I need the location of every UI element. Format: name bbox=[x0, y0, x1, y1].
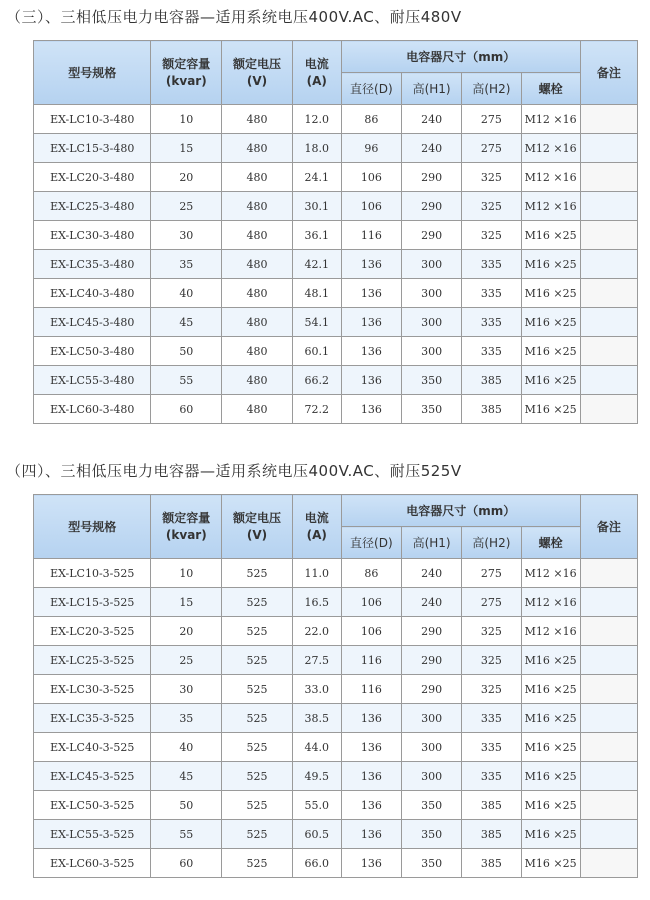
header-voltage-unit: (V) bbox=[246, 527, 268, 542]
cell-current: 55.0 bbox=[292, 791, 341, 820]
cell-bolt: M12 ×16 bbox=[521, 588, 580, 617]
cell-voltage: 480 bbox=[222, 134, 293, 163]
cell-h2: 325 bbox=[462, 163, 521, 192]
cell-model: EX-LC25-3-480 bbox=[34, 192, 151, 221]
section-title-480v: （三）、三相低压电力电容器—适用系统电压400V.AC、耐压480V bbox=[6, 8, 462, 26]
cell-h2: 335 bbox=[462, 308, 521, 337]
cell-bolt: M16 ×25 bbox=[521, 820, 580, 849]
cell-model: EX-LC40-3-525 bbox=[34, 733, 151, 762]
table-row bbox=[34, 163, 638, 192]
header-current-label: 电流 bbox=[304, 510, 329, 525]
cell-h1: 240 bbox=[401, 134, 461, 163]
cell-h2: 325 bbox=[462, 646, 521, 675]
cell-h1: 240 bbox=[401, 105, 461, 134]
cell-h1: 300 bbox=[401, 733, 461, 762]
cell-diameter: 86 bbox=[341, 559, 401, 588]
cell-capacity: 55 bbox=[151, 820, 222, 849]
header-model: 型号规格 bbox=[34, 41, 151, 105]
cell-h2: 385 bbox=[462, 791, 521, 820]
header-current-label: 电流 bbox=[304, 56, 329, 71]
cell-capacity: 20 bbox=[151, 617, 222, 646]
cell-h1: 300 bbox=[401, 250, 461, 279]
cell-voltage: 480 bbox=[222, 279, 293, 308]
cell-model: EX-LC15-3-480 bbox=[34, 134, 151, 163]
cell-bolt: M12 ×16 bbox=[521, 134, 580, 163]
header-capacity bbox=[151, 41, 222, 105]
cell-h2: 335 bbox=[462, 704, 521, 733]
cell-voltage: 480 bbox=[222, 395, 293, 424]
header-voltage bbox=[222, 41, 293, 105]
cell-capacity: 30 bbox=[151, 221, 222, 250]
cell-model: EX-LC10-3-480 bbox=[34, 105, 151, 134]
cell-note bbox=[580, 279, 637, 308]
cell-h2: 275 bbox=[462, 559, 521, 588]
cell-bolt: M12 ×16 bbox=[521, 617, 580, 646]
header-capacity-unit: (kvar) bbox=[165, 73, 207, 88]
cell-note bbox=[580, 134, 637, 163]
cell-h1: 350 bbox=[401, 820, 461, 849]
table-row bbox=[34, 250, 638, 279]
cell-capacity: 40 bbox=[151, 279, 222, 308]
cell-note bbox=[580, 646, 637, 675]
table-row bbox=[34, 279, 638, 308]
cell-diameter: 136 bbox=[341, 791, 401, 820]
cell-capacity: 35 bbox=[151, 704, 222, 733]
table-row bbox=[34, 646, 638, 675]
cell-model: EX-LC20-3-525 bbox=[34, 617, 151, 646]
cell-capacity: 55 bbox=[151, 366, 222, 395]
cell-capacity: 15 bbox=[151, 134, 222, 163]
header-capacity-unit: (kvar) bbox=[165, 527, 207, 542]
cell-diameter: 136 bbox=[341, 849, 401, 878]
cell-capacity: 60 bbox=[151, 849, 222, 878]
cell-voltage: 480 bbox=[222, 250, 293, 279]
cell-voltage: 480 bbox=[222, 221, 293, 250]
cell-diameter: 106 bbox=[341, 588, 401, 617]
cell-note bbox=[580, 559, 637, 588]
cell-bolt: M12 ×16 bbox=[521, 163, 580, 192]
cell-current: 24.1 bbox=[292, 163, 341, 192]
header-h1: 高(H1) bbox=[401, 527, 461, 559]
table-row bbox=[34, 395, 638, 424]
cell-diameter: 136 bbox=[341, 820, 401, 849]
header-current bbox=[292, 41, 341, 105]
cell-current: 33.0 bbox=[292, 675, 341, 704]
header-capacity-label: 额定容量 bbox=[162, 56, 211, 71]
cell-h2: 335 bbox=[462, 762, 521, 791]
cell-h2: 335 bbox=[462, 337, 521, 366]
cell-capacity: 25 bbox=[151, 192, 222, 221]
cell-h2: 335 bbox=[462, 250, 521, 279]
cell-diameter: 136 bbox=[341, 395, 401, 424]
cell-voltage: 480 bbox=[222, 308, 293, 337]
cell-h1: 290 bbox=[401, 192, 461, 221]
cell-voltage: 525 bbox=[222, 762, 293, 791]
cell-h2: 385 bbox=[462, 849, 521, 878]
cell-model: EX-LC30-3-480 bbox=[34, 221, 151, 250]
cell-model: EX-LC45-3-480 bbox=[34, 308, 151, 337]
cell-capacity: 40 bbox=[151, 733, 222, 762]
cell-h2: 325 bbox=[462, 675, 521, 704]
table-row bbox=[34, 192, 638, 221]
table-row bbox=[34, 105, 638, 134]
cell-capacity: 60 bbox=[151, 395, 222, 424]
cell-h2: 335 bbox=[462, 733, 521, 762]
cell-bolt: M12 ×16 bbox=[521, 559, 580, 588]
cell-current: 30.1 bbox=[292, 192, 341, 221]
cell-capacity: 50 bbox=[151, 791, 222, 820]
cell-model: EX-LC50-3-525 bbox=[34, 791, 151, 820]
cell-capacity: 30 bbox=[151, 675, 222, 704]
header-capacity-label: 额定容量 bbox=[162, 510, 211, 525]
cell-diameter: 106 bbox=[341, 163, 401, 192]
cell-h2: 275 bbox=[462, 105, 521, 134]
cell-h1: 290 bbox=[401, 617, 461, 646]
header-dimensions: 电容器尺寸（mm） bbox=[341, 41, 580, 73]
table-row bbox=[34, 675, 638, 704]
cell-h1: 290 bbox=[401, 163, 461, 192]
cell-capacity: 45 bbox=[151, 308, 222, 337]
cell-bolt: M16 ×25 bbox=[521, 308, 580, 337]
cell-bolt: M16 ×25 bbox=[521, 646, 580, 675]
cell-current: 66.0 bbox=[292, 849, 341, 878]
table-row bbox=[34, 134, 638, 163]
cell-bolt: M16 ×25 bbox=[521, 279, 580, 308]
cell-voltage: 480 bbox=[222, 366, 293, 395]
cell-model: EX-LC10-3-525 bbox=[34, 559, 151, 588]
table-row bbox=[34, 704, 638, 733]
cell-current: 18.0 bbox=[292, 134, 341, 163]
cell-capacity: 50 bbox=[151, 337, 222, 366]
cell-note bbox=[580, 192, 637, 221]
cell-diameter: 106 bbox=[341, 617, 401, 646]
cell-bolt: M16 ×25 bbox=[521, 250, 580, 279]
cell-voltage: 525 bbox=[222, 849, 293, 878]
cell-h1: 240 bbox=[401, 588, 461, 617]
cell-h1: 290 bbox=[401, 675, 461, 704]
cell-current: 12.0 bbox=[292, 105, 341, 134]
table-row bbox=[34, 791, 638, 820]
header-h1: 高(H1) bbox=[401, 73, 461, 105]
cell-voltage: 525 bbox=[222, 588, 293, 617]
header-voltage bbox=[222, 495, 293, 559]
cell-current: 36.1 bbox=[292, 221, 341, 250]
cell-bolt: M16 ×25 bbox=[521, 733, 580, 762]
cell-model: EX-LC40-3-480 bbox=[34, 279, 151, 308]
cell-h1: 350 bbox=[401, 395, 461, 424]
cell-voltage: 480 bbox=[222, 105, 293, 134]
cell-h2: 385 bbox=[462, 395, 521, 424]
cell-note bbox=[580, 308, 637, 337]
cell-model: EX-LC60-3-525 bbox=[34, 849, 151, 878]
cell-voltage: 525 bbox=[222, 559, 293, 588]
cell-diameter: 116 bbox=[341, 675, 401, 704]
cell-note bbox=[580, 163, 637, 192]
cell-h1: 350 bbox=[401, 849, 461, 878]
table-row bbox=[34, 221, 638, 250]
cell-capacity: 10 bbox=[151, 559, 222, 588]
cell-h1: 350 bbox=[401, 366, 461, 395]
cell-note bbox=[580, 366, 637, 395]
cell-current: 11.0 bbox=[292, 559, 341, 588]
header-diameter: 直径(D) bbox=[341, 73, 401, 105]
cell-diameter: 136 bbox=[341, 366, 401, 395]
cell-current: 48.1 bbox=[292, 279, 341, 308]
cell-diameter: 86 bbox=[341, 105, 401, 134]
cell-voltage: 525 bbox=[222, 733, 293, 762]
table-row bbox=[34, 617, 638, 646]
cell-diameter: 136 bbox=[341, 308, 401, 337]
header-note: 备注 bbox=[580, 41, 637, 105]
cell-h2: 275 bbox=[462, 588, 521, 617]
cell-voltage: 525 bbox=[222, 820, 293, 849]
cell-note bbox=[580, 221, 637, 250]
cell-model: EX-LC20-3-480 bbox=[34, 163, 151, 192]
section-title-525v: （四）、三相低压电力电容器—适用系统电压400V.AC、耐压525V bbox=[6, 462, 462, 480]
cell-capacity: 20 bbox=[151, 163, 222, 192]
cell-model: EX-LC55-3-480 bbox=[34, 366, 151, 395]
header-bolt: 螺栓 bbox=[521, 527, 580, 559]
cell-bolt: M16 ×25 bbox=[521, 849, 580, 878]
cell-h2: 385 bbox=[462, 366, 521, 395]
cell-note bbox=[580, 617, 637, 646]
header-current-unit: (A) bbox=[306, 73, 327, 88]
cell-note bbox=[580, 791, 637, 820]
cell-bolt: M16 ×25 bbox=[521, 221, 580, 250]
cell-note bbox=[580, 762, 637, 791]
header-bolt: 螺栓 bbox=[521, 73, 580, 105]
cell-current: 60.5 bbox=[292, 820, 341, 849]
table-row bbox=[34, 559, 638, 588]
cell-diameter: 116 bbox=[341, 221, 401, 250]
header-note: 备注 bbox=[580, 495, 637, 559]
cell-h1: 300 bbox=[401, 337, 461, 366]
header-current-unit: (A) bbox=[306, 527, 327, 542]
cell-bolt: M16 ×25 bbox=[521, 675, 580, 704]
cell-capacity: 25 bbox=[151, 646, 222, 675]
cell-diameter: 136 bbox=[341, 733, 401, 762]
cell-capacity: 35 bbox=[151, 250, 222, 279]
cell-diameter: 136 bbox=[341, 704, 401, 733]
cell-capacity: 45 bbox=[151, 762, 222, 791]
cell-capacity: 15 bbox=[151, 588, 222, 617]
table-row bbox=[34, 733, 638, 762]
cell-model: EX-LC35-3-480 bbox=[34, 250, 151, 279]
cell-current: 38.5 bbox=[292, 704, 341, 733]
cell-h2: 325 bbox=[462, 221, 521, 250]
cell-bolt: M12 ×16 bbox=[521, 105, 580, 134]
table-row bbox=[34, 849, 638, 878]
cell-note bbox=[580, 733, 637, 762]
cell-diameter: 106 bbox=[341, 192, 401, 221]
cell-model: EX-LC50-3-480 bbox=[34, 337, 151, 366]
cell-h1: 300 bbox=[401, 762, 461, 791]
cell-diameter: 116 bbox=[341, 646, 401, 675]
cell-voltage: 480 bbox=[222, 192, 293, 221]
cell-note bbox=[580, 588, 637, 617]
cell-current: 66.2 bbox=[292, 366, 341, 395]
cell-h1: 240 bbox=[401, 559, 461, 588]
cell-h2: 325 bbox=[462, 192, 521, 221]
cell-current: 49.5 bbox=[292, 762, 341, 791]
cell-current: 44.0 bbox=[292, 733, 341, 762]
cell-note bbox=[580, 105, 637, 134]
cell-current: 54.1 bbox=[292, 308, 341, 337]
cell-model: EX-LC60-3-480 bbox=[34, 395, 151, 424]
header-dimensions: 电容器尺寸（mm） bbox=[341, 495, 580, 527]
cell-bolt: M16 ×25 bbox=[521, 791, 580, 820]
capacitor-spec-table-480v bbox=[33, 40, 638, 424]
cell-current: 72.2 bbox=[292, 395, 341, 424]
table-row bbox=[34, 588, 638, 617]
header-current bbox=[292, 495, 341, 559]
cell-h2: 275 bbox=[462, 134, 521, 163]
cell-model: EX-LC45-3-525 bbox=[34, 762, 151, 791]
header-voltage-label: 额定电压 bbox=[232, 56, 281, 71]
table-row bbox=[34, 820, 638, 849]
cell-model: EX-LC35-3-525 bbox=[34, 704, 151, 733]
cell-bolt: M16 ×25 bbox=[521, 704, 580, 733]
cell-current: 27.5 bbox=[292, 646, 341, 675]
cell-diameter: 96 bbox=[341, 134, 401, 163]
header-diameter: 直径(D) bbox=[341, 527, 401, 559]
cell-h1: 300 bbox=[401, 308, 461, 337]
cell-current: 16.5 bbox=[292, 588, 341, 617]
cell-note bbox=[580, 675, 637, 704]
cell-note bbox=[580, 820, 637, 849]
table-row bbox=[34, 337, 638, 366]
cell-diameter: 136 bbox=[341, 337, 401, 366]
cell-current: 42.1 bbox=[292, 250, 341, 279]
cell-voltage: 525 bbox=[222, 704, 293, 733]
cell-model: EX-LC55-3-525 bbox=[34, 820, 151, 849]
header-voltage-label: 额定电压 bbox=[232, 510, 281, 525]
table-body-480v bbox=[34, 105, 638, 424]
cell-diameter: 136 bbox=[341, 762, 401, 791]
table-row bbox=[34, 762, 638, 791]
cell-bolt: M16 ×25 bbox=[521, 395, 580, 424]
cell-diameter: 136 bbox=[341, 279, 401, 308]
table-row bbox=[34, 366, 638, 395]
table-body-525v bbox=[34, 559, 638, 878]
cell-voltage: 525 bbox=[222, 646, 293, 675]
cell-current: 22.0 bbox=[292, 617, 341, 646]
header-model: 型号规格 bbox=[34, 495, 151, 559]
table-row bbox=[34, 308, 638, 337]
cell-capacity: 10 bbox=[151, 105, 222, 134]
cell-h2: 325 bbox=[462, 617, 521, 646]
cell-h2: 385 bbox=[462, 820, 521, 849]
cell-h1: 300 bbox=[401, 704, 461, 733]
cell-current: 60.1 bbox=[292, 337, 341, 366]
cell-voltage: 525 bbox=[222, 675, 293, 704]
cell-h2: 335 bbox=[462, 279, 521, 308]
cell-h1: 290 bbox=[401, 221, 461, 250]
cell-h1: 350 bbox=[401, 791, 461, 820]
cell-note bbox=[580, 395, 637, 424]
cell-h1: 290 bbox=[401, 646, 461, 675]
cell-note bbox=[580, 849, 637, 878]
cell-note bbox=[580, 250, 637, 279]
cell-model: EX-LC15-3-525 bbox=[34, 588, 151, 617]
header-voltage-unit: (V) bbox=[246, 73, 268, 88]
cell-model: EX-LC25-3-525 bbox=[34, 646, 151, 675]
cell-bolt: M16 ×25 bbox=[521, 762, 580, 791]
cell-bolt: M12 ×16 bbox=[521, 192, 580, 221]
header-h2: 高(H2) bbox=[462, 73, 521, 105]
cell-voltage: 480 bbox=[222, 163, 293, 192]
capacitor-spec-table-525v bbox=[33, 494, 638, 878]
cell-diameter: 136 bbox=[341, 250, 401, 279]
cell-model: EX-LC30-3-525 bbox=[34, 675, 151, 704]
cell-voltage: 525 bbox=[222, 791, 293, 820]
header-h2: 高(H2) bbox=[462, 527, 521, 559]
cell-note bbox=[580, 704, 637, 733]
cell-note bbox=[580, 337, 637, 366]
cell-voltage: 525 bbox=[222, 617, 293, 646]
cell-bolt: M16 ×25 bbox=[521, 366, 580, 395]
cell-bolt: M16 ×25 bbox=[521, 337, 580, 366]
cell-h1: 300 bbox=[401, 279, 461, 308]
cell-voltage: 480 bbox=[222, 337, 293, 366]
header-capacity bbox=[151, 495, 222, 559]
